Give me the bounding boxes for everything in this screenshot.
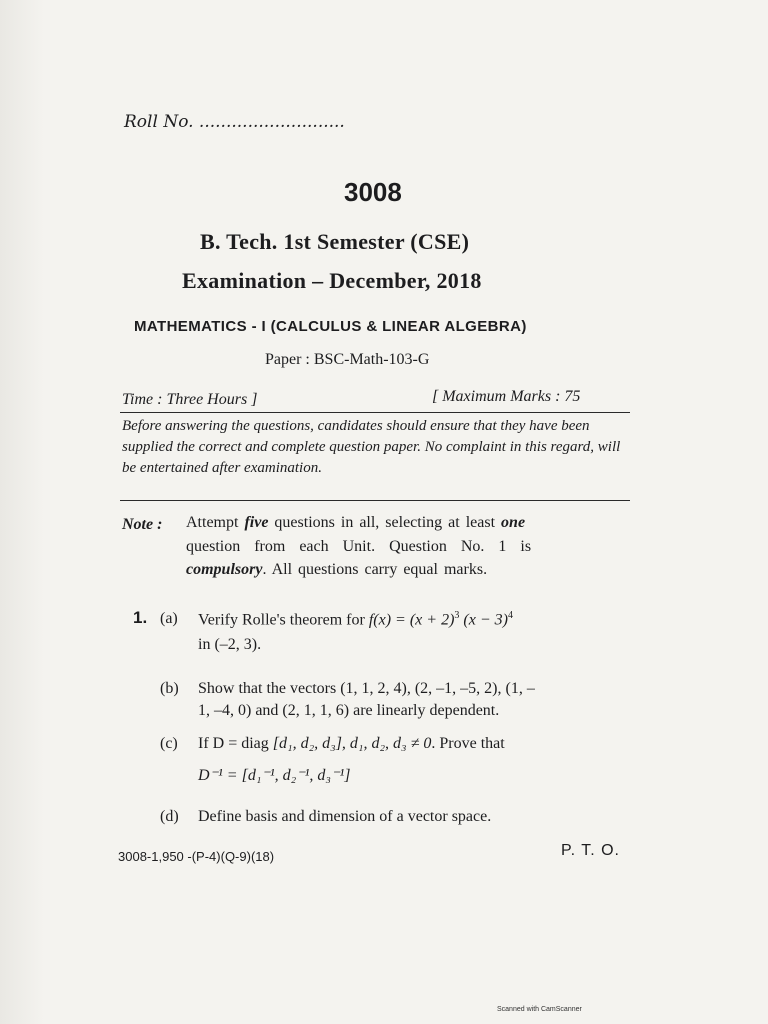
question-d-label: (d) (160, 808, 179, 825)
note-line-3: compulsory. All questions carry equal marks. (186, 561, 488, 578)
scanner-watermark: Scanned with CamScanner (497, 1006, 582, 1013)
question-c-line-1: If D = diag [d₁, d₂, d₃], d₁, d₂, d₃ ≠ 0. Prove that (198, 735, 505, 752)
maximum-marks: [ Maximum Marks : 75 (432, 388, 581, 405)
note-line-1: Attempt five questions in all, selecting at least one (186, 514, 526, 531)
time-allowed: Time : Three Hours ] (122, 391, 258, 408)
question-b-line-1: Show that the vectors (1, 1, 2, 4), (2, –1, –5, 2), (1, – (198, 680, 535, 697)
footer-print-code: 3008-1,950 -(P-4)(Q-9)(18) (118, 849, 275, 864)
candidate-instructions: Before answering the questions, candidates should ensure that they have been supplied the correct and complete question paper. No complaint in this regard, will be entertained after examination. (122, 418, 621, 476)
exam-title: Examination – December, 2018 (182, 268, 482, 293)
question-b-line-2: 1, –4, 0) and (2, 1, 1, 6) are linearly dependent. (198, 702, 500, 719)
question-number: 1. (133, 608, 148, 627)
subject-title: MATHEMATICS - I (CALCULUS & LINEAR ALGEBRA) (134, 318, 527, 335)
question-c-label: (c) (160, 735, 178, 752)
note-line-2: question from each Unit. Question No. 1 is (186, 538, 532, 555)
question-d-text: Define basis and dimension of a vector space. (198, 808, 492, 825)
course-title: B. Tech. 1st Semester (CSE) (200, 229, 470, 254)
roll-number: Roll No. ........................... (124, 112, 345, 132)
question-a-label: (a) (160, 610, 178, 627)
divider-bottom (120, 500, 630, 501)
question-a-text: Verify Rolle's theorem for $f(x) = (x + 2)^3$ $(x - 3)^4$ (198, 610, 513, 629)
scan-edge (0, 0, 44, 1024)
divider-top (120, 412, 630, 413)
question-a-interval: in (–2, 3). (198, 636, 262, 653)
question-c-formula: D⁻¹ = [d₁⁻¹, d₂⁻¹, d₃⁻¹] (198, 767, 351, 784)
please-turn-over: P. T. O. (561, 842, 620, 859)
note-label: Note : (122, 516, 163, 533)
paper-code: 3008 (344, 177, 402, 207)
question-b-label: (b) (160, 680, 179, 697)
paper-id: Paper : BSC-Math-103-G (265, 351, 430, 368)
